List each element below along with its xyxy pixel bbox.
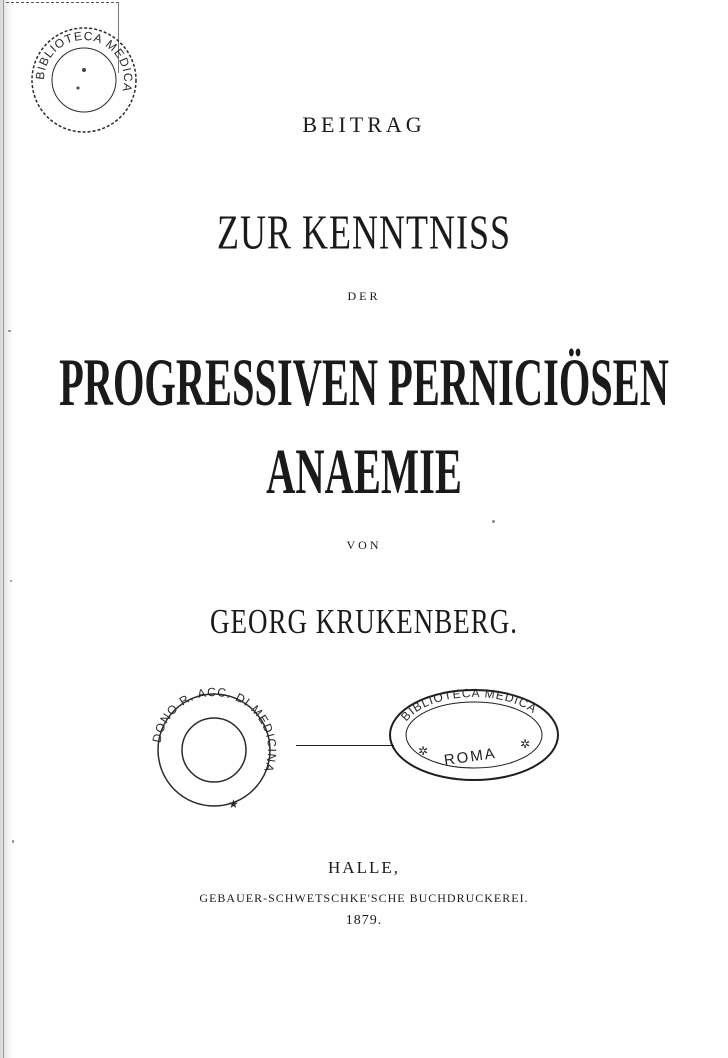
scan-speck [10,580,12,582]
svg-text:✲: ✲ [520,737,532,751]
scan-speck [12,840,14,843]
title-line-der: DER [347,289,381,303]
library-stamp-arc-text: BIBLIOTECA MEDICA [398,685,540,724]
author-name: GEORG KRUKENBERG. [209,602,518,641]
library-stamp-roma: ROMA [442,744,498,770]
scan-speck [492,520,495,523]
title-line-progressiven: PROGRESSIVEN PERNICIÖSEN [59,345,669,421]
title-line-anaemie: ANAEMIE [266,435,462,507]
imprint-city: HALLE, [328,858,400,877]
imprint-printer: GEBAUER-SCHWETSCHKE'SCHE BUCHDRUCKEREI. [199,891,529,905]
title-line-zur-kenntniss: ZUR KENNTNISS [216,205,511,260]
imprint-year: 1879. [345,913,383,928]
svg-text:★: ★ [228,797,240,811]
scan-speck [8,330,11,332]
donor-stamp-text: DONO R. ACC. DI MEDICINA [149,684,280,775]
corner-seal-text: BIBLIOTECA MEDICA [32,28,136,94]
title-line-von: VON [346,538,382,552]
svg-text:✲: ✲ [418,744,430,758]
title-line-beitrag: BEITRAG [302,112,426,137]
